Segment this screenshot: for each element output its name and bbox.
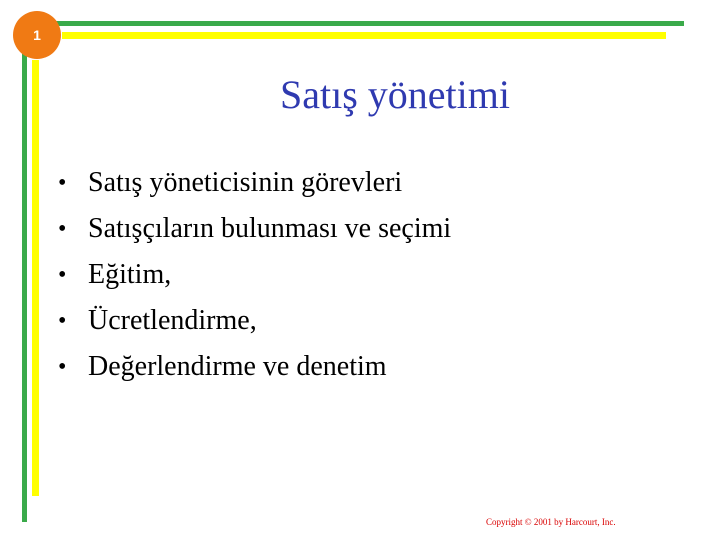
slide-number-badge: 1 — [13, 11, 61, 59]
bullet-text: Satışçıların bulunması ve seçimi — [88, 213, 452, 244]
bullet-item — [58, 344, 451, 390]
bullet-text: Eğitim, — [88, 259, 172, 290]
left-green-rule — [22, 48, 27, 522]
bullet-icon: • — [58, 307, 67, 334]
bullet-icon: • — [58, 261, 67, 288]
bullet-list — [58, 160, 451, 390]
bullet-text: Değerlendirme ve denetim — [88, 351, 387, 382]
top-green-rule — [44, 21, 684, 26]
bullet-text: Ücretlendirme, — [88, 305, 257, 336]
bullet-icon: • — [58, 215, 67, 242]
slide-title: Satış yönetimi — [280, 72, 510, 117]
left-yellow-rule — [32, 60, 39, 496]
bullet-icon: • — [58, 353, 67, 380]
bullet-item — [58, 160, 451, 206]
bullet-item — [58, 298, 451, 344]
copyright-footer: Copyright © 2001 by Harcourt, Inc. — [486, 517, 616, 527]
bullet-item — [58, 252, 451, 298]
bullet-item — [58, 206, 451, 252]
bullet-icon: • — [58, 169, 67, 196]
bullet-text: Satış yöneticisinin görevleri — [88, 167, 403, 198]
top-yellow-rule — [62, 32, 666, 39]
